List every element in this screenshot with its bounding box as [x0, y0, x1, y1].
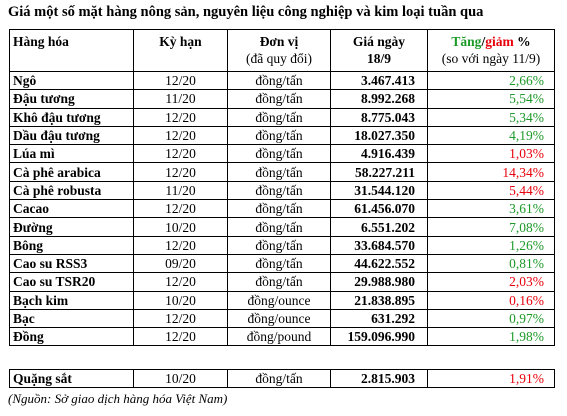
table-row	[10, 370, 555, 388]
cell-unit: đồng/tấn	[228, 163, 331, 181]
cell-change: 0,97%	[428, 309, 555, 327]
cell-commodity: Bạc	[10, 309, 134, 327]
cell-unit: đồng/tấn	[228, 126, 331, 144]
cell-price: 29.988.980	[331, 273, 428, 291]
cell-price: 6.551.202	[331, 218, 428, 236]
cell-unit: đồng/tấn	[228, 200, 331, 218]
cell-unit: đồng/tấn	[228, 181, 331, 199]
cell-unit: đồng/tấn	[228, 72, 331, 90]
header-change: Tăng/giảm % (so với ngày 11/9)	[428, 30, 555, 72]
cell-price: 58.227.211	[331, 163, 428, 181]
cell-term: 11/20	[134, 181, 228, 199]
header-change-down: giảm	[485, 34, 514, 49]
cell-term: 12/20	[134, 126, 228, 144]
header-term: Kỳ hạn	[134, 30, 228, 72]
table-row	[10, 126, 555, 144]
cell-price: 61.456.070	[331, 200, 428, 218]
table-row	[10, 108, 555, 126]
cell-change: 5,44%	[428, 181, 555, 199]
cell-term: 12/20	[134, 200, 228, 218]
cell-commodity: Cao su TSR20	[10, 273, 134, 291]
cell-change: 3,61%	[428, 200, 555, 218]
cell-change: 1,03%	[428, 145, 555, 163]
table-row	[10, 309, 555, 327]
cell-change: 1,26%	[428, 236, 555, 254]
cell-price: 2.815.903	[331, 370, 428, 388]
cell-unit: đồng/tấn	[228, 370, 331, 388]
cell-price: 159.096.990	[331, 328, 428, 346]
cell-term: 12/20	[134, 163, 228, 181]
table-row	[10, 163, 555, 181]
cell-term: 12/20	[134, 273, 228, 291]
cell-price: 33.684.570	[331, 236, 428, 254]
cell-change: 2,03%	[428, 273, 555, 291]
cell-price: 18.027.350	[331, 126, 428, 144]
header-unit-sub: (đã quy đổi)	[246, 51, 312, 66]
cell-price: 8.992.268	[331, 90, 428, 108]
cell-price: 21.838.895	[331, 291, 428, 309]
cell-term: 09/20	[134, 254, 228, 272]
table-row	[10, 200, 555, 218]
cell-unit: đồng/ounce	[228, 291, 331, 309]
cell-commodity: Bông	[10, 236, 134, 254]
cell-change: 1,98%	[428, 328, 555, 346]
cell-unit: đồng/tấn	[228, 108, 331, 126]
cell-change: 14,34%	[428, 163, 555, 181]
table-header-row	[10, 30, 555, 72]
cell-term: 12/20	[134, 236, 228, 254]
iron-ore-table	[9, 369, 555, 388]
header-commodity: Hàng hóa	[10, 30, 134, 72]
cell-change: 0,81%	[428, 254, 555, 272]
cell-change: 0,16%	[428, 291, 555, 309]
table-row	[10, 254, 555, 272]
cell-unit: đồng/tấn	[228, 218, 331, 236]
cell-term: 10/20	[134, 370, 228, 388]
cell-unit: đồng/pound	[228, 328, 331, 346]
cell-price: 8.775.043	[331, 108, 428, 126]
cell-change: 2,66%	[428, 72, 555, 90]
cell-price: 631.292	[331, 309, 428, 327]
cell-commodity: Cao su RSS3	[10, 254, 134, 272]
cell-commodity: Lúa mì	[10, 145, 134, 163]
cell-change: 4,19%	[428, 126, 555, 144]
header-change-up: Tăng	[451, 34, 482, 49]
cell-change: 7,08%	[428, 218, 555, 236]
cell-term: 11/20	[134, 90, 228, 108]
table-row	[10, 291, 555, 309]
cell-commodity: Cà phê robusta	[10, 181, 134, 199]
cell-commodity: Đường	[10, 218, 134, 236]
cell-term: 12/20	[134, 108, 228, 126]
cell-commodity: Bạch kim	[10, 291, 134, 309]
cell-term: 12/20	[134, 145, 228, 163]
header-change-sub: (so với ngày 11/9)	[441, 51, 541, 66]
cell-term: 10/20	[134, 291, 228, 309]
cell-commodity: Khô đậu tương	[10, 108, 134, 126]
table-row	[10, 181, 555, 199]
cell-term: 10/20	[134, 218, 228, 236]
header-unit: Đơn vị (đã quy đổi)	[228, 30, 331, 72]
table-row	[10, 145, 555, 163]
cell-unit: đồng/tấn	[228, 236, 331, 254]
cell-unit: đồng/tấn	[228, 273, 331, 291]
cell-commodity: Cà phê arabica	[10, 163, 134, 181]
table-row	[10, 236, 555, 254]
cell-change: 5,54%	[428, 90, 555, 108]
cell-term: 12/20	[134, 309, 228, 327]
cell-price: 31.544.120	[331, 181, 428, 199]
cell-price: 44.622.552	[331, 254, 428, 272]
commodity-price-table	[9, 29, 555, 346]
cell-unit: đồng/tấn	[228, 145, 331, 163]
cell-commodity: Quặng sắt	[10, 370, 134, 388]
header-price-date: 18/9	[366, 51, 391, 66]
cell-commodity: Ngô	[10, 72, 134, 90]
cell-change: 1,91%	[428, 370, 555, 388]
table-row	[10, 72, 555, 90]
table-row	[10, 328, 555, 346]
cell-term: 12/20	[134, 72, 228, 90]
cell-term: 12/20	[134, 328, 228, 346]
cell-commodity: Đậu tương	[10, 90, 134, 108]
cell-change: 5,34%	[428, 108, 555, 126]
table-title: Giá một số mặt hàng nông sản, nguyên liệu công nghiệp và kim loại tuần qua	[8, 4, 484, 20]
source-note: (Nguồn: Sở giao dịch hàng hóa Việt Nam)	[8, 391, 228, 406]
cell-unit: đồng/tấn	[228, 254, 331, 272]
cell-commodity: Dầu đậu tương	[10, 126, 134, 144]
cell-unit: đồng/tấn	[228, 90, 331, 108]
cell-unit: đồng/ounce	[228, 309, 331, 327]
cell-commodity: Đồng	[10, 328, 134, 346]
table-row	[10, 273, 555, 291]
cell-price: 4.916.439	[331, 145, 428, 163]
header-price: Giá ngày 18/9	[331, 30, 428, 72]
table-row	[10, 90, 555, 108]
cell-price: 3.467.413	[331, 72, 428, 90]
cell-commodity: Cacao	[10, 200, 134, 218]
table-row	[10, 218, 555, 236]
